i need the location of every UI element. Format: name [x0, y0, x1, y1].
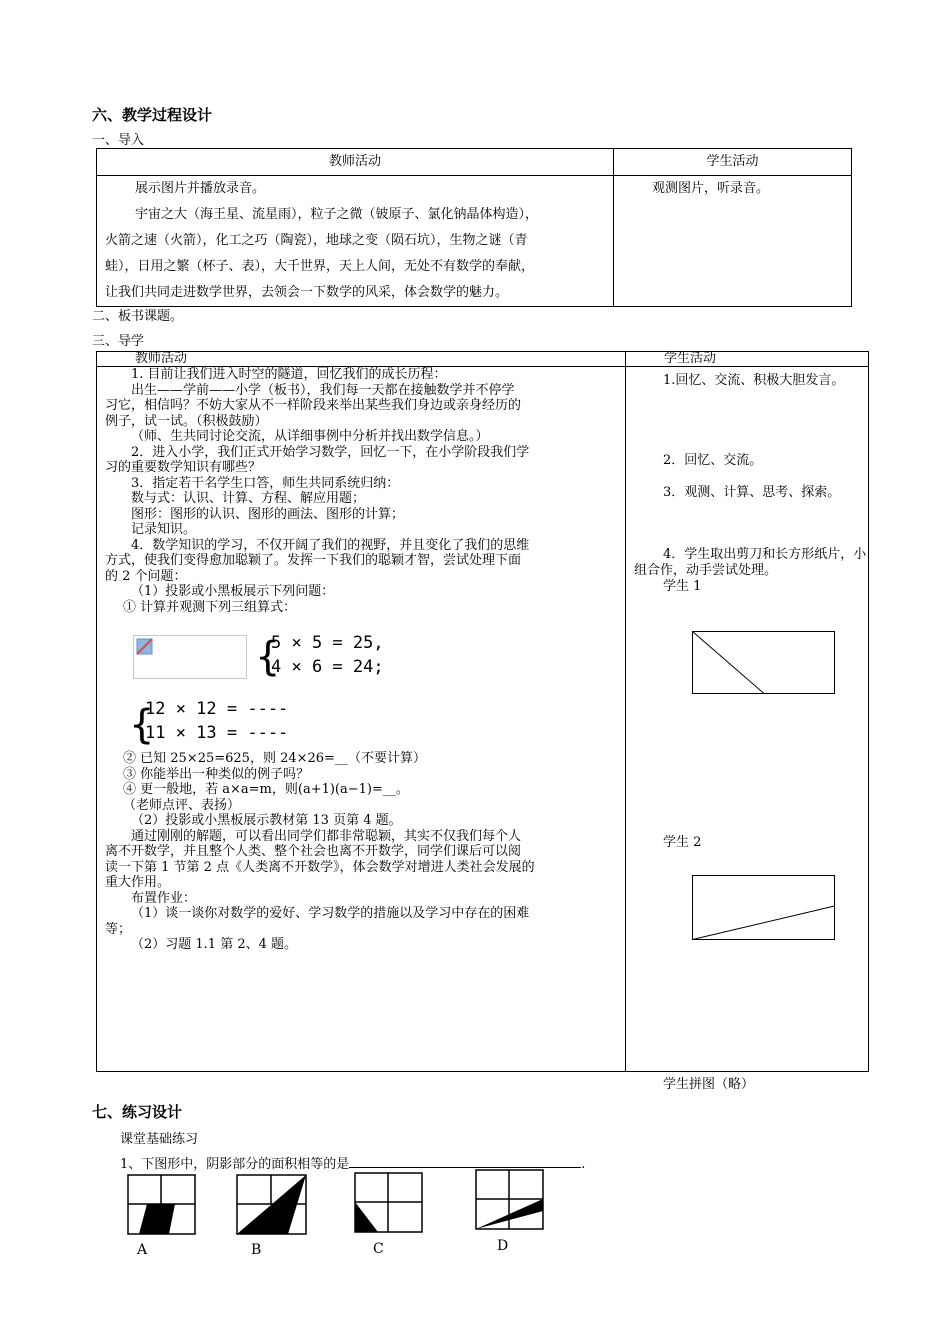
guide-line: 例子，试一试。（积极鼓励）: [105, 413, 268, 429]
student-step-2: 2．回忆、交流。: [663, 453, 763, 468]
math-line: 4 × 6 = 24;: [271, 657, 384, 677]
guide-line: 1. 目前让我们进入时空的隧道，回忆我们的成长历程：: [131, 367, 447, 382]
guide-line: （2）投影或小黑板展示教材第 13 页第 4 题。: [131, 813, 402, 828]
question-1-end: .: [581, 1157, 586, 1172]
figure-d: [475, 1169, 545, 1231]
col-teacher-header: 教师活动: [97, 149, 614, 176]
label-c: C: [373, 1241, 384, 1257]
broken-image-icon: [136, 638, 154, 656]
student-step-1: 1.回忆、交流、积极大胆发言。: [663, 373, 845, 388]
intro-line: 展示图片并播放录音。: [135, 181, 266, 196]
brace-icon: {: [129, 702, 155, 748]
student-1-label: 学生 1: [663, 579, 702, 594]
label-a: A: [137, 1242, 148, 1258]
part-1-heading: 一、导入: [92, 133, 145, 148]
guide-student-cell: [626, 367, 869, 1092]
col-teacher-header: 教师活动: [97, 352, 626, 367]
guide-line: 记录知识。: [131, 522, 197, 537]
col-student-header: 学生活动: [626, 352, 869, 367]
student-puzzle-note: 学生拼图（略）: [663, 1077, 755, 1092]
brace-icon: {: [255, 634, 281, 680]
label-d: D: [497, 1238, 509, 1254]
figure-a: [127, 1174, 197, 1236]
guide-line: 的 2 个问题：: [105, 568, 187, 584]
student-1-rectangle: [692, 631, 836, 695]
guide-line: 等；: [105, 921, 132, 937]
student-2-rectangle: [692, 875, 836, 941]
math-line: 12 × 12 = ----: [145, 699, 289, 719]
intro-student-cell: [614, 176, 852, 307]
guide-teacher-cell: [97, 367, 626, 1072]
guide-table: [96, 351, 869, 1092]
guide-line: （1）投影或小黑板展示下列问题：: [131, 584, 335, 599]
student-step-4a: 4．学生取出剪刀和长方形纸片，小: [663, 547, 867, 562]
guide-line: ① 计算并观测下列三组算式：: [123, 599, 297, 615]
intro-student-text: 观测图片，听录音。: [652, 181, 770, 196]
guide-line: ③ 你能举出一种类似的例子吗？: [123, 766, 310, 782]
guide-line: 数与式：认识、计算、方程、解应用题；: [131, 491, 366, 506]
intro-line: 宇宙之大（海王星、流星雨），粒子之微（铍原子、氯化钠晶体构造），: [135, 207, 539, 222]
student-2-label: 学生 2: [663, 835, 702, 850]
guide-line: （老师点评、表扬）: [123, 797, 241, 813]
guide-line: 图形：图形的认识、图形的画法、图形的计算；: [131, 506, 405, 522]
student-step-3: 3．观测、计算、思考、探索。: [663, 485, 841, 500]
figure-b: [236, 1174, 308, 1236]
guide-line: 重大作用。: [105, 875, 171, 890]
guide-line: （1）谈一谈你对数学的爱好、学习数学的措施以及学习中存在的困难: [131, 906, 530, 921]
guide-line: 方式，使我们变得愈加聪颖了。发挥一下我们的聪颖才智，尝试处理下面: [105, 553, 522, 568]
guide-line: 通过刚刚的解题，可以看出同学们都非常聪颖，其实不仅我们每个人: [131, 828, 522, 844]
col-student-header: 学生活动: [614, 149, 852, 176]
guide-line: 4．数学知识的学习，不仅开阔了我们的视野，并且变化了我们的思维: [131, 537, 530, 553]
image-placeholder: [133, 635, 247, 679]
guide-line: 布置作业：: [131, 890, 197, 906]
math-line: 5 × 5 = 25,: [271, 633, 384, 653]
guide-line: （2）习题 1.1 第 2、4 题。: [131, 937, 298, 952]
math-line: 11 × 13 = ----: [145, 723, 289, 743]
guide-line: 离不开数学，并且整个人类、整个社会也离不开数学，同学们课后可以阅: [105, 844, 522, 859]
guide-line: 出生——学前——小学（板书），我们每一天都在接触数学并不停学: [131, 382, 515, 398]
label-b: B: [251, 1242, 262, 1258]
intro-line: 让我们共同走进数学世界，去领会一下数学的风采，体会数学的魅力。: [105, 285, 509, 300]
part-3-heading: 三、导学: [92, 334, 145, 349]
guide-line: 习它，相信吗？不妨大家从不一样阶段来举出某些我们身边或亲身经历的: [105, 398, 522, 413]
question-1-text: 1、下图形中，阴影部分的面积相等的是: [120, 1157, 350, 1172]
guide-line: 2．进入小学，我们正式开始学习数学，回忆一下，在小学阶段我们学: [131, 444, 530, 460]
intro-line: 蛙），日用之繁（杯子、表），大千世界，天上人间，无处不有数学的奉献，: [105, 259, 535, 274]
part-2-heading: 二、板书课题。: [92, 309, 184, 324]
guide-line: （师、生共同讨论交流，从详细事例中分析并找出数学信息。）: [131, 429, 489, 444]
practice-subtitle: 课堂基础练习: [120, 1132, 199, 1147]
intro-table: [96, 148, 852, 307]
figure-c: [354, 1172, 424, 1234]
guide-line: 3．指定若干名学生口答，师生共同系统归纳：: [131, 475, 400, 491]
intro-teacher-cell: [97, 176, 614, 307]
section-6-title: 六、教学过程设计: [92, 106, 213, 124]
math-block: [105, 615, 619, 751]
guide-line: ② 已知 25×25=625，则 24×26=__（不要计算）: [123, 751, 426, 766]
guide-line: 习的重要数学知识有哪些？: [105, 460, 262, 475]
student-step-4b: 组合作，动手尝试处理。: [634, 563, 778, 578]
guide-line: ④ 更一般地，若 a×a=m，则(a+1)(a−1)=__。: [123, 782, 409, 797]
answer-blank[interactable]: [349, 1155, 581, 1168]
guide-line: 读一下第 1 节第 2 点《人类离不开数学》，体会数学对增进人类社会发展的: [105, 859, 535, 875]
section-7-title: 七、练习设计: [92, 1103, 183, 1121]
intro-line: 火箭之速（火箭），化工之巧（陶瓷），地球之变（陨石坑），生物之谜（青: [105, 233, 528, 248]
